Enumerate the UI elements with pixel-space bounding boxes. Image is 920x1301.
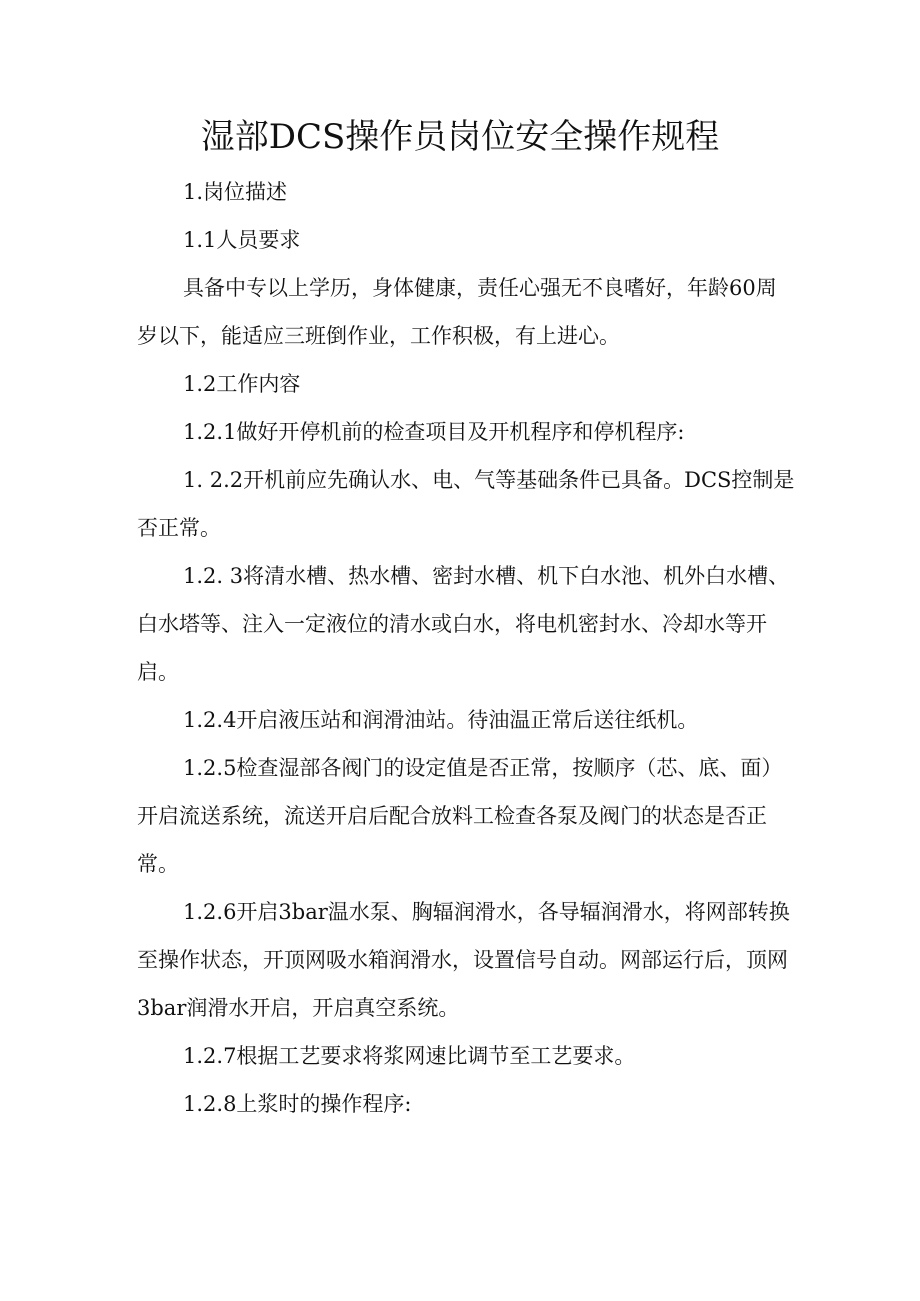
body-paragraph: 1.2.6开启3bar温水泵、胸辐润滑水，各导辐润滑水，将网部转换至操作状态，开顶网吸水箱润滑水，设置信号自动。网部运行后，顶网3bar润滑水开启，开启真空系统。 <box>137 900 790 1020</box>
subsection-heading: 1.2工作内容 <box>183 372 301 396</box>
body-paragraph: 1.2.5检查湿部各阀门的设定值是否正常，按顺序（芯、底、面）开启流送系统，流送开启后配合放料工检查各泵及阀门的状态是否正常。 <box>137 756 783 876</box>
document-body <box>137 168 797 1128</box>
body-paragraph: 1.2.1做好开停机前的检查项目及开机程序和停机程序: <box>183 420 685 444</box>
body-paragraph: 1.2. 3将清水槽、热水槽、密封水槽、机下白水池、机外白水槽、白水塔等、注入一定液位的清水或白水，将电机密封水、冷却水等开启。 <box>137 564 790 684</box>
document-title: 湿部DCS操作员岗位安全操作规程 <box>200 117 720 157</box>
subsection-heading: 1.1人员要求 <box>183 228 301 252</box>
section-heading: 1.岗位描述 <box>183 180 288 204</box>
body-paragraph: 1.2.7根据工艺要求将浆网速比调节至工艺要求。 <box>183 1044 636 1068</box>
body-paragraph: 1.2.4开启液压站和润滑油站。待油温正常后送往纸机。 <box>183 708 699 732</box>
body-paragraph: 1.2.8上浆时的操作程序: <box>183 1092 412 1116</box>
body-paragraph: 1. 2.2开机前应先确认水、电、气等基础条件已具备。DCS控制是否正常。 <box>137 468 795 540</box>
body-paragraph: 具备中专以上学历，身体健康，责任心强无不良嗜好，年龄60周岁以下，能适应三班倒作业，工作积极，有上进心。 <box>137 276 777 348</box>
